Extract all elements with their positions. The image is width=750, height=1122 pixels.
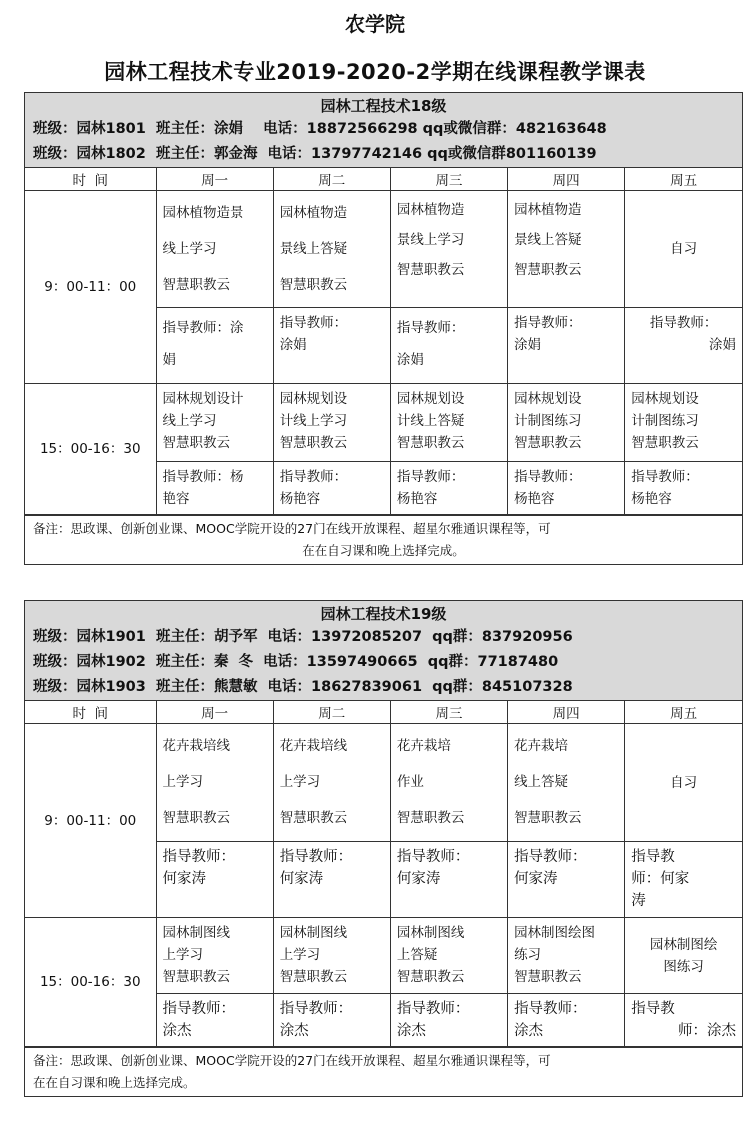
remark-line: 在在自习课和晚上选择完成。 <box>302 543 465 558</box>
course-cell <box>156 724 273 842</box>
course-line: 计制图练习 <box>631 413 699 429</box>
teacher-line: 指导教师： <box>279 469 348 485</box>
remark-18 <box>25 515 742 564</box>
course-cell <box>273 918 390 994</box>
course-cell <box>625 918 742 994</box>
teacher-cell <box>156 308 273 384</box>
teacher-line: 指导教师： <box>162 849 235 865</box>
teacher-line: 涂娟 <box>396 352 424 368</box>
course-line: 上学习 <box>162 947 203 963</box>
course-line: 景线上答疑 <box>514 232 582 248</box>
teacher-line: 师：何家 <box>631 871 690 887</box>
timetable-18 <box>25 168 742 515</box>
course-line: 线上学习 <box>162 413 217 429</box>
teacher-line: 指导教师： <box>514 315 582 331</box>
teacher-cell <box>273 994 390 1047</box>
grade-header-19 <box>25 601 742 701</box>
teacher-cell <box>390 308 507 384</box>
teacher-line: 涂娟 <box>279 337 307 353</box>
teacher-cell <box>508 842 625 918</box>
teacher-line: 指导教 <box>631 1001 675 1017</box>
course-line: 智慧职教云 <box>162 435 230 451</box>
course-cell <box>273 384 390 462</box>
course-line: 智慧职教云 <box>396 262 465 278</box>
teacher-line: 杨艳容 <box>396 491 438 507</box>
teacher-cell <box>508 308 625 384</box>
course-line: 智慧职教云 <box>514 969 582 985</box>
header-row <box>25 168 742 191</box>
course-line: 自习 <box>670 241 698 257</box>
header-wed: 周三 <box>390 701 507 724</box>
teacher-line: 指导教师： <box>279 849 353 865</box>
class-info-1903: 班级：园林1903 班主任：熊慧敏 电话：18627839061 qq群：845107328 <box>33 679 573 695</box>
remark-line: 备注：思政课、创新创业课、MOOC学院开设的27门在线开放课程、超星尔雅通识课程等，可 <box>33 1053 551 1068</box>
course-line: 智慧职教云 <box>162 277 230 293</box>
header-time: 时 间 <box>25 701 156 724</box>
course-line: 智慧职教云 <box>396 435 465 451</box>
teacher-cell <box>625 994 742 1047</box>
teacher-line: 指导教 <box>631 849 675 865</box>
morning-course-row <box>25 191 742 308</box>
course-line: 上答疑 <box>396 947 438 963</box>
afternoon-course-row <box>25 384 742 462</box>
teacher-line: 娟 <box>162 352 176 368</box>
course-line: 园林制图线 <box>279 925 348 941</box>
course-line: 花卉栽培线 <box>162 738 230 754</box>
grade-header-18 <box>25 93 742 168</box>
class-info-1802: 班级：园林1802 班主任：郭金海 电话：13797742146 qq或微信群801160139 <box>33 146 597 162</box>
teacher-line: 指导教师： <box>279 315 348 331</box>
teacher-line: 指导教师： <box>649 315 718 331</box>
course-cell <box>390 191 507 308</box>
teacher-cell <box>390 842 507 918</box>
course-line: 自习 <box>670 774 698 791</box>
teacher-cell <box>390 994 507 1047</box>
course-line: 园林规划设 <box>396 391 465 407</box>
remark-19 <box>25 1047 742 1096</box>
course-cell <box>508 918 625 994</box>
teacher-line: 指导教师： <box>162 1001 235 1017</box>
course-line: 园林规划设 <box>631 391 699 407</box>
teacher-line: 指导教师：杨 <box>162 469 244 485</box>
teacher-line: 指导教师： <box>396 320 465 336</box>
course-line: 智慧职教云 <box>514 810 582 826</box>
course-cell <box>390 918 507 994</box>
teacher-cell <box>625 842 742 918</box>
course-cell <box>390 724 507 842</box>
course-line: 计线上学习 <box>279 413 348 429</box>
time-slot-morning: 9：00-11：00 <box>25 191 156 384</box>
teacher-cell <box>508 462 625 515</box>
teacher-line: 指导教师： <box>514 1001 587 1017</box>
teacher-line: 杨艳容 <box>279 491 321 507</box>
course-line: 智慧职教云 <box>279 969 348 985</box>
course-cell <box>156 384 273 462</box>
teacher-cell <box>273 462 390 515</box>
teacher-line: 指导教师：涂 <box>162 320 244 336</box>
teacher-line: 何家涛 <box>279 871 324 887</box>
course-cell <box>273 724 390 842</box>
teacher-line: 指导教师： <box>396 1001 470 1017</box>
page-title: 园林工程技术专业2019-2020-2学期在线课程教学课表 <box>104 60 646 84</box>
course-line: 花卉栽培 <box>396 738 451 754</box>
header-thu: 周四 <box>508 168 625 191</box>
class-info-1801: 班级：园林1801 班主任：涂娟 电话：18872566298 qq或微信群：482163648 <box>33 121 607 137</box>
header-tue: 周二 <box>273 701 390 724</box>
afternoon-course-row <box>25 918 742 994</box>
course-line: 园林植物造 <box>396 202 465 218</box>
course-line: 计线上答疑 <box>396 413 465 429</box>
schedule-grade-18 <box>24 92 743 565</box>
course-line: 练习 <box>514 947 542 963</box>
course-line: 计制图练习 <box>514 413 582 429</box>
grade-title-19: 园林工程技术19级 <box>320 605 447 623</box>
course-cell <box>625 384 742 462</box>
course-line: 线上学习 <box>162 241 217 257</box>
teacher-cell <box>156 462 273 515</box>
course-line: 景线上学习 <box>396 232 465 248</box>
schedule-grade-19 <box>24 600 743 1097</box>
teacher-cell <box>390 462 507 515</box>
header-mon: 周一 <box>156 701 273 724</box>
course-line: 智慧职教云 <box>631 435 699 451</box>
course-line: 园林植物造 <box>279 205 348 221</box>
teacher-cell <box>156 842 273 918</box>
course-line: 花卉栽培线 <box>279 738 348 754</box>
teacher-cell <box>625 308 742 384</box>
teacher-line: 何家涛 <box>514 871 558 887</box>
remark-line: 在在自习课和晚上选择完成。 <box>33 1075 196 1090</box>
course-line: 智慧职教云 <box>279 277 348 293</box>
teacher-line: 涂杰 <box>396 1023 426 1039</box>
course-line: 智慧职教云 <box>514 262 582 278</box>
teacher-line: 涂杰 <box>514 1023 544 1039</box>
course-cell <box>156 191 273 308</box>
teacher-line: 涂杰 <box>162 1023 192 1039</box>
teacher-line: 何家涛 <box>396 871 441 887</box>
course-cell <box>625 191 742 308</box>
teacher-line: 涛 <box>631 893 646 909</box>
course-line: 上学习 <box>279 947 321 963</box>
teacher-line: 指导教师： <box>631 469 699 485</box>
class-info-1902: 班级：园林1902 班主任：秦 冬 电话：13597490665 qq群：77187480 <box>33 654 559 670</box>
header-wed: 周三 <box>390 168 507 191</box>
header-tue: 周二 <box>273 168 390 191</box>
course-line: 花卉栽培 <box>514 738 569 754</box>
course-cell <box>156 918 273 994</box>
teacher-cell <box>273 308 390 384</box>
teacher-line: 杨艳容 <box>514 491 555 507</box>
teacher-line: 涂娟 <box>709 337 736 353</box>
course-line: 园林规划设 <box>514 391 582 407</box>
course-line: 园林制图绘 <box>649 936 718 953</box>
course-line: 上学习 <box>279 774 321 790</box>
morning-course-row <box>25 724 742 842</box>
grade-title-18: 园林工程技术18级 <box>320 97 447 115</box>
teacher-line: 何家涛 <box>162 871 206 887</box>
header-row <box>25 701 742 724</box>
course-line: 园林制图线 <box>396 925 465 941</box>
course-cell <box>273 191 390 308</box>
teacher-line: 师：涂杰 <box>678 1023 736 1039</box>
course-line: 智慧职教云 <box>396 810 465 826</box>
time-slot-morning: 9：00-11：00 <box>25 724 156 918</box>
course-line: 园林制图线 <box>162 925 230 941</box>
course-line: 园林制图绘图 <box>514 925 596 941</box>
college-name: 农学院 <box>345 12 405 36</box>
course-line: 图练习 <box>663 958 704 975</box>
header-time: 时 间 <box>25 168 156 191</box>
course-cell <box>390 384 507 462</box>
course-cell <box>508 384 625 462</box>
course-cell <box>625 724 742 842</box>
remark-line: 备注：思政课、创新创业课、MOOC学院开设的27门在线开放课程、超星尔雅通识课程等，可 <box>33 521 551 536</box>
teacher-line: 涂娟 <box>514 337 542 353</box>
course-line: 智慧职教云 <box>396 969 465 985</box>
teacher-line: 指导教师： <box>396 469 465 485</box>
teacher-cell <box>508 994 625 1047</box>
header-mon: 周一 <box>156 168 273 191</box>
course-line: 园林植物造 <box>514 202 582 218</box>
course-line: 景线上答疑 <box>279 241 348 257</box>
course-line: 智慧职教云 <box>162 810 230 826</box>
course-line: 园林规划设 <box>279 391 348 407</box>
course-line: 智慧职教云 <box>514 435 582 451</box>
header-fri: 周五 <box>625 168 742 191</box>
course-line: 园林规划设计 <box>162 391 244 407</box>
timetable-19 <box>25 701 742 1047</box>
course-cell <box>508 191 625 308</box>
teacher-line: 指导教师： <box>514 849 587 865</box>
course-cell <box>508 724 625 842</box>
teacher-line: 指导教师： <box>514 469 582 485</box>
teacher-line: 指导教师： <box>279 1001 353 1017</box>
class-info-1901: 班级：园林1901 班主任：胡予军 电话：13972085207 qq群：837920956 <box>33 629 573 645</box>
teacher-line: 杨艳容 <box>631 491 672 507</box>
course-line: 智慧职教云 <box>279 435 348 451</box>
time-slot-afternoon: 15：00-16：30 <box>25 384 156 515</box>
teacher-cell <box>273 842 390 918</box>
header-thu: 周四 <box>508 701 625 724</box>
time-slot-afternoon: 15：00-16：30 <box>25 918 156 1047</box>
course-line: 智慧职教云 <box>162 969 230 985</box>
course-line: 园林植物造景 <box>162 205 244 221</box>
teacher-cell <box>156 994 273 1047</box>
teacher-line: 涂杰 <box>279 1023 309 1039</box>
teacher-line: 指导教师： <box>396 849 470 865</box>
course-line: 智慧职教云 <box>279 810 348 826</box>
teacher-cell <box>625 462 742 515</box>
course-line: 作业 <box>396 774 424 790</box>
course-line: 线上答疑 <box>514 774 569 790</box>
course-line: 上学习 <box>162 774 203 790</box>
header-fri: 周五 <box>625 701 742 724</box>
teacher-line: 艳容 <box>162 491 190 507</box>
